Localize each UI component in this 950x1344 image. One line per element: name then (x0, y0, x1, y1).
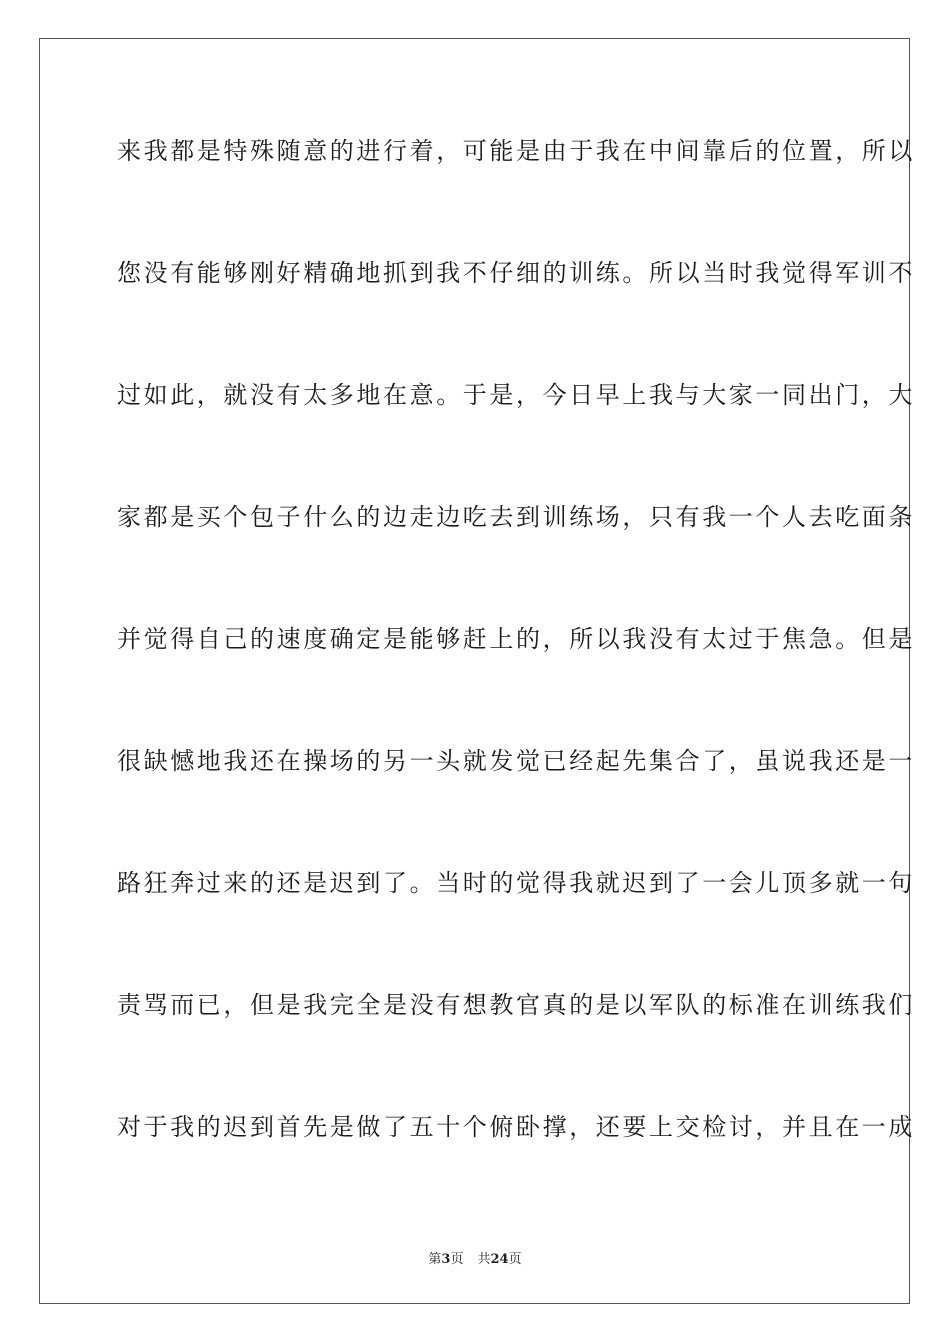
body-line: 家都是买个包子什么的边走边吃去到训练场，只有我一个人去吃面条 (117, 503, 915, 531)
body-line: 过如此，就没有太多地在意。于是，今日早上我与大家一同出门，大 (117, 381, 915, 409)
body-line: 对于我的迟到首先是做了五十个俯卧撑，还要上交检讨，并且在一成 (117, 1113, 915, 1141)
body-line: 来我都是特殊随意的进行着，可能是由于我在中间靠后的位置，所以 (117, 137, 915, 165)
page-footer (0, 1248, 950, 1267)
page-prefix: 第 (428, 1252, 442, 1267)
body-line: 路狂奔过来的还是迟到了。当时的觉得我就迟到了一会儿顶多就一句 (117, 869, 915, 897)
body-line: 很缺憾地我还在操场的另一头就发觉已经起先集合了，虽说我还是一 (117, 747, 915, 775)
body-line: 并觉得自己的速度确定是能够赶上的，所以我没有太过于焦急。但是 (117, 625, 915, 653)
total-pages: 24 (490, 1252, 509, 1267)
page-suffix: 页 (450, 1252, 464, 1267)
total-prefix: 共 (477, 1252, 491, 1267)
page-number: 3 (441, 1252, 451, 1267)
total-suffix: 页 (508, 1252, 522, 1267)
body-line: 您没有能够刚好精确地抓到我不仔细的训练。所以当时我觉得军训不 (117, 259, 915, 287)
body-line: 责骂而已，但是我完全是没有想教官真的是以军队的标准在训练我们 (117, 991, 915, 1019)
